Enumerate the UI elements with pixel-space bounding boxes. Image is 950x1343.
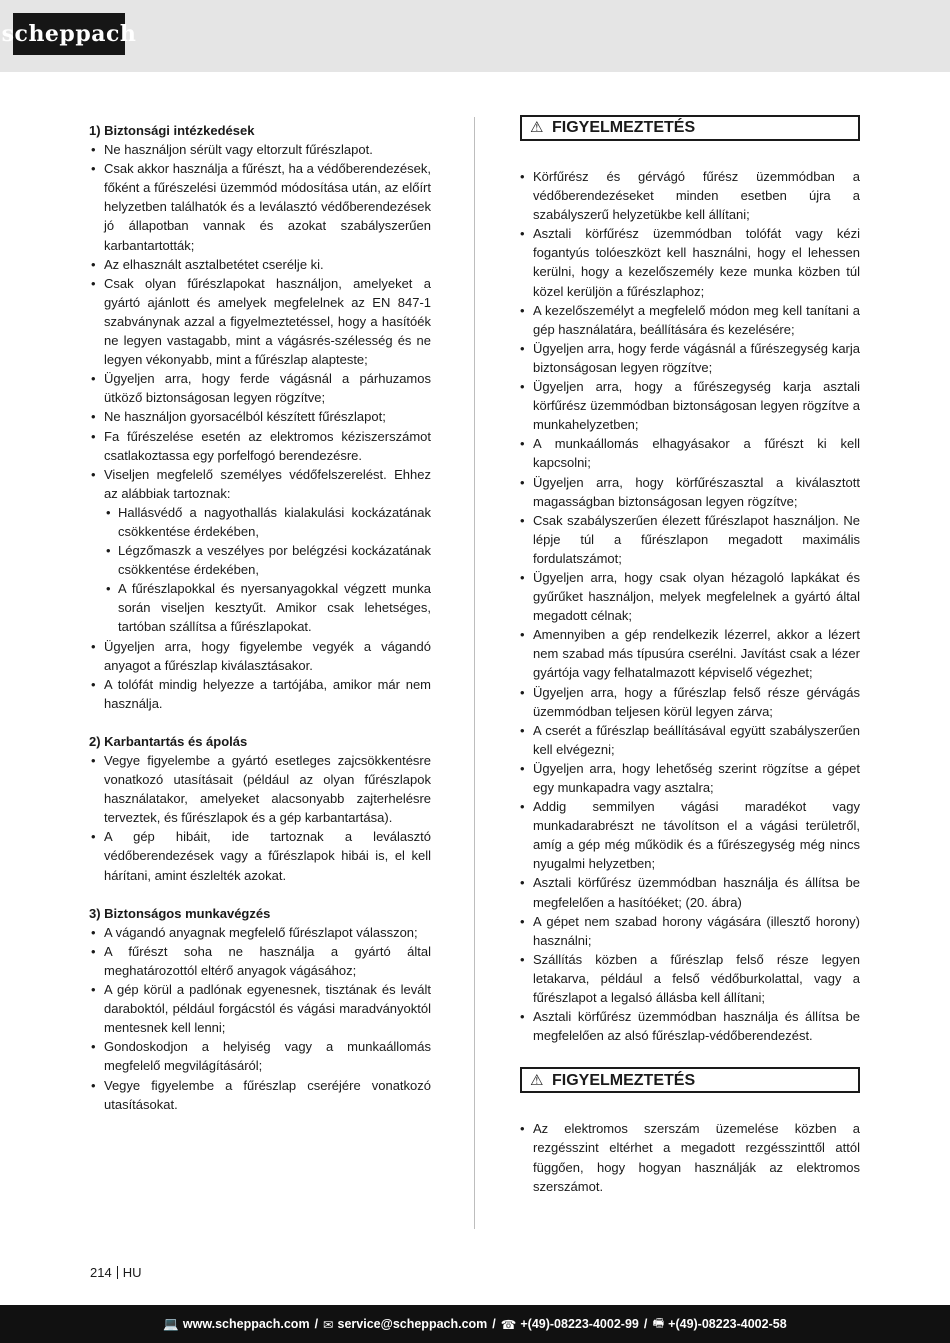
bullet-list	[89, 140, 431, 713]
list-item: • Szállítás közben a fűrészlap felső része legyen letakarva, például a felső védőburkolattal, vagy a fűrészlapot a legalsó állásba kell állítani;	[518, 950, 860, 1007]
list-item: • Ne használjon sérült vagy eltorzult fűrészlapot.	[89, 140, 431, 159]
list-item: • Az elhasznált asztalbetétet cserélje ki.	[89, 255, 431, 274]
section-title: 3) Biztonságos munkavégzés	[89, 905, 271, 921]
list-item-with-sublist	[89, 465, 431, 637]
list-item: • Ügyeljen arra, hogy lehetőség szerint rögzítse a gépet egy munkapadra vagy asztalra;	[518, 759, 860, 797]
bullet-list	[89, 923, 431, 1114]
list-item: • Az elektromos szerszám üzemelése közben a rezgésszint eltérhet a megadott rezgésszinttől attól függően, hogy hogyan használják az elektromos szerszámot.	[518, 1119, 860, 1195]
bullet-list	[89, 751, 431, 885]
footer-email-link[interactable]: service@scheppach.com	[337, 1317, 488, 1331]
page-number	[90, 1265, 141, 1280]
footer-separator: /	[643, 1317, 648, 1331]
column-divider	[474, 117, 475, 1229]
list-item: • Csak akkor használja a fűrészt, ha a védőberendezések, főként a fűrészelési üzemmód módosítása után, az előírt helyzetben találhatók és a leválasztó védőberendezések jó állapotban vannak és azokat szabályszerűen karbantartották;	[89, 159, 431, 254]
warning-triangle-icon: ⚠	[530, 1071, 544, 1089]
warning-box	[520, 1067, 860, 1093]
section-title: 2) Karbantartás és ápolás	[89, 733, 248, 749]
list-item: • Ne használjon gyorsacélból készített fűrészlapot;	[89, 407, 431, 426]
list-item: • Csak szabályszerűen élezett fűrészlapot használjon. Ne lépje túl a fűrészlapon megadott maximális fordulatszámot;	[518, 511, 860, 568]
section-safe-work	[89, 904, 431, 1114]
footer-phone: +(49)-08223-4002-99	[520, 1317, 639, 1331]
computer-icon: 💻	[163, 1316, 179, 1331]
list-item: • Vegye figyelembe a gyártó esetleges zajcsökkentésre vonatkozó utasításait (például az olyan fűrészlapok használatakor, amelyeket alacsonyabb zajterhelésre terveztek, és fűrészlapok és a gép karbantartása).	[89, 751, 431, 827]
list-item: • A tolófát mindig helyezze a tartójába, amikor már nem használja.	[89, 675, 431, 713]
sub-list-item: • Hallásvédő a nagyothallás kialakulási kockázatának csökkentése érdekében,	[104, 503, 431, 541]
list-item: • Asztali körfűrész üzemmódban tolófát vagy kézi fogantyús tolóeszközt kell használni, hogy el lehessen kerülni, hogy a kezelőszemély keze munka közben túl közel kerüljön a fűrészlaphoz;	[518, 224, 860, 300]
section-title: 1) Biztonsági intézkedések	[89, 123, 255, 138]
footer-separator: /	[492, 1317, 496, 1331]
list-item-text: Viseljen megfelelő személyes védőfelszerelést. Ehhez az alábbiak tartoznak:	[104, 466, 431, 501]
left-column	[89, 121, 431, 1114]
list-item: • A munkaállomás elhagyásakor a fűrészt ki kell kapcsolni;	[518, 434, 860, 472]
list-item: • Fa fűrészelése esetén az elektromos kéziszerszámot csatlakoztassa egy porfelfogó berendezésre.	[89, 427, 431, 465]
list-item: • A gépet nem szabad horony vágására (illesztő horony) használni;	[518, 912, 860, 950]
section-safety-measures	[89, 121, 431, 713]
list-item: • Amennyiben a gép rendelkezik lézerrel, akkor a lézert nem szabad más típusúra cserélni. Javítást csak a lézer gyártója vagy felhatalmazott képviselő végezhet;	[518, 625, 860, 682]
list-item: • Asztali körfűrész üzemmódban használja és állítsa be megfelelően az alsó fűrészlap-védőberendezést.	[518, 1007, 860, 1045]
warning-box	[520, 115, 860, 141]
warning-bullet-list	[518, 1119, 860, 1195]
sub-bullet-list	[104, 503, 431, 637]
page-number-divider	[117, 1266, 118, 1279]
footer-website-link[interactable]: www.scheppach.com	[182, 1317, 310, 1331]
page-footer	[0, 1305, 950, 1343]
list-item: • Asztali körfűrész üzemmódban használja és állítsa be megfelelően a hasítóéket; (20. ábra)	[518, 873, 860, 911]
warning-triangle-icon: ⚠	[530, 119, 544, 137]
list-item: • Addig semmilyen vágási maradékot vagy munkadarabrészt ne távolítson el a vágási területről, amíg a gép még működik és a fűrészegység még nincs nyugalmi helyzetben;	[518, 797, 860, 873]
list-item: • Gondoskodjon a helyiség vagy a munkaállomás megfelelő megvilágításáról;	[89, 1037, 431, 1075]
warning-title: FIGYELMEZTETÉS	[552, 119, 696, 137]
list-item: • Ügyeljen arra, hogy a fűrészegység karja asztali körfűrész üzemmódban biztonságosan legyen rögzítve a munkahelyzetben;	[518, 377, 860, 434]
email-icon: ✉	[323, 1317, 334, 1332]
page-language: HU	[122, 1265, 142, 1280]
list-item: • A gép körül a padlónak egyenesnek, tisztának és levált daraboktól, például forgácstól és vágási maradványoktól mentesnek kell lenni;	[89, 980, 431, 1037]
list-item: • A kezelőszemélyt a megfelelő módon meg kell tanítani a gép használatára, beállítására és kezelésére;	[518, 301, 860, 339]
page-header	[0, 0, 950, 72]
page-number-value: 214	[90, 1265, 112, 1280]
list-item: • A vágandó anyagnak megfelelő fűrészlapot válasszon;	[89, 923, 431, 942]
footer-fax: +(49)-08223-4002-58	[668, 1317, 787, 1331]
list-item: • Körfűrész és gérvágó fűrész üzemmódban a védőberendezéseket minden esetben újra a szabályszerű helyzetükbe kell állítani;	[518, 167, 860, 224]
scheppach-logo: scheppach	[13, 13, 125, 55]
list-item: • Vegye figyelembe a fűrészlap cseréjére vonatkozó utasításokat.	[89, 1076, 431, 1114]
sub-list-item: • Légzőmaszk a veszélyes por belégzési kockázatának csökkentése érdekében,	[104, 541, 431, 579]
list-item: • Csak olyan fűrészlapokat használjon, amelyeket a gyártó ajánlott és amelyek megfelelnek az EN 847-1 szabványnak azzal a figyelmeztetéssel, hogy a hasítóék ne legyen vastagabb, mint a vágásrés-szélesség és ne legyen vékonyabb, mint a fűrészlap alapteste;	[89, 274, 431, 369]
list-item: • Ügyeljen arra, hogy a fűrészlap felső része gérvágás üzemmódban teljesen körül legyen zárva;	[518, 683, 860, 721]
list-item: • A fűrészt soha ne használja a gyártó által meghatározottól eltérő anyagok vágásához;	[89, 942, 431, 980]
sub-list-item: • A fűrészlapokkal és nyersanyagokkal végzett munka során viseljen kesztyűt. Amikor csak lehetséges, tartóban szállítsa a fűrészlapokat.	[104, 579, 431, 636]
list-item: • Ügyeljen arra, hogy ferde vágásnál a fűrészegység karja biztonságosan legyen rögzítve;	[518, 339, 860, 377]
list-item: • Ügyeljen arra, hogy körfűrészasztal a kiválasztott magasságban biztonságosan legyen rögzítve;	[518, 473, 860, 511]
list-item: • Ügyeljen arra, hogy figyelembe vegyék a vágandó anyagot a fűrészlap kiválasztásakor.	[89, 637, 431, 675]
phone-icon: ☎	[500, 1317, 517, 1332]
list-item: • A cserét a fűrészlap beállításával együtt szabályszerűen kell elvégezni;	[518, 721, 860, 759]
fax-icon: 🖷	[652, 1315, 665, 1330]
footer-separator: /	[314, 1317, 319, 1331]
section-maintenance	[89, 732, 431, 885]
warning-bullet-list	[518, 167, 860, 1045]
warning-title: FIGYELMEZTETÉS	[552, 1071, 696, 1089]
right-column	[518, 115, 860, 1196]
list-item: • Ügyeljen arra, hogy ferde vágásnál a párhuzamos ütköző biztonságosan legyen rögzítve;	[89, 369, 431, 407]
list-item: • Ügyeljen arra, hogy csak olyan hézagoló lapkákat és gyűrűket használjon, melyek megfelelnek a gyártó által megadott célnak;	[518, 568, 860, 625]
list-item: • A gép hibáit, ide tartoznak a leválasztó védőberendezések vagy a fűrészlapok hibái is, el kell hárítani, amint észlelték azokat.	[89, 827, 431, 884]
